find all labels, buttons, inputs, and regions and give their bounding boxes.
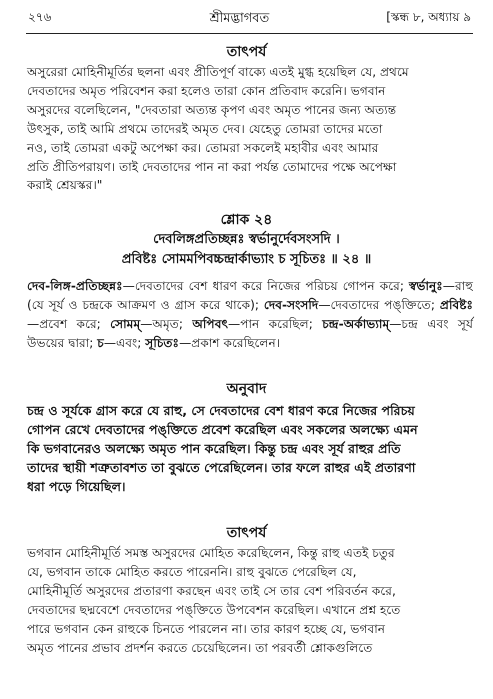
translation-paragraph — [27, 401, 473, 496]
purport2-line: ভগবান মোহিনীমূর্তি সমস্ত অসুরদের মোহিত করেছিলেন, কিন্তু রাহু এতই চতুর — [27, 546, 395, 560]
page-number: ২৭৬ — [28, 10, 52, 24]
verse-line-2: প্রবিষ্টঃ সোমমপিবচ্চন্দ্রার্কাভ্যাং চ সূচিতঃ ॥ ২৪ ॥ — [121, 252, 372, 267]
purport1-line: অসুরেরা মোহিনীমূর্তির ছলনা এবং প্রীতিপূর্ণ বাক্যে এতই মুগ্ধ হয়েছিল যে, প্রথমে — [27, 65, 409, 79]
purport1-line: অসুরদের বলেছিলেন, "দেবতারা অত্যন্ত কৃপণ এবং অমৃত পানের জন্য অত্যন্ত — [27, 102, 397, 117]
synonym-term: সোমম্ — [110, 316, 141, 331]
purport2-line: অমৃত পানের প্রভাব প্রদর্শন করতে চেয়েছিলেন। তা পরবর্তী শ্লোকগুলিতে — [27, 640, 373, 655]
translation-line: তাদের স্থায়ী শত্রুতাবশত তা বুঝতে পেরেছিলেন। তার ফলে রাহুর এই প্রতারণা — [27, 460, 416, 475]
synonym-term: দেব-সংসদি — [263, 297, 319, 312]
page-header — [28, 8, 471, 30]
synonym-meaning: —দেবতাদের বেশ ধারণ করে নিজের পরিচয় গোপন করে; — [122, 279, 404, 293]
translation-heading: অনুবাদ — [226, 381, 267, 397]
verse-text — [0, 230, 493, 270]
translation-line: ধরা পড়ে গিয়েছিল। — [27, 479, 126, 494]
purport1-line: করাই শ্রেয়স্কর।" — [27, 178, 103, 193]
purport-paragraph-1 — [27, 63, 473, 195]
synonym-term: চন্দ্র-অর্কাভ্যাম্ — [322, 316, 390, 331]
verse-line-1: দেবলিঙ্গপ্রতিচ্ছন্নঃ স্বর্ভানুর্দেবসংসদি । — [153, 232, 340, 247]
synonym-meaning: —এবং; — [103, 335, 142, 350]
book-title: শ্রীমদ্ভাগবত — [209, 10, 270, 26]
purport1-line: দেবতাদের অমৃত পরিবেশন করা হলেও তারা কোন প্রতিবাদ করেনি। ভগবান — [27, 83, 386, 98]
chapter-reference: [স্কন্ধ ৮, অধ্যায় ৯ — [386, 10, 471, 24]
verse-label: শ্লোক ২৪ — [220, 212, 273, 228]
synonym-term: স্বর্ভানুঃ — [408, 279, 443, 293]
translation-line: কি ভগবানেরও অলক্ষ্যে অমৃত পান করেছিল। কিন্তু চন্দ্র এবং সূর্য রাহুর প্রতি — [27, 441, 401, 456]
header-rule — [26, 33, 473, 34]
synonym-term: সূচিতঃ — [145, 335, 180, 350]
purport-heading-1: তাৎপর্য — [226, 44, 267, 60]
purport1-line: প্রতি প্রীতিপরায়ণ। তাই দেবতাদের পান না করা পর্যন্ত তোমাদের পক্ষে অপেক্ষা — [27, 159, 397, 174]
purport-paragraph-2 — [27, 544, 473, 657]
synonym-meaning: —প্রবেশ করে; — [27, 316, 101, 331]
purport1-line: নও, তাই তোমরা একটু অপেক্ষা কর। তোমরা সকলেই মহাবীর এবং আমার — [27, 140, 379, 155]
purport2-line: যে, ভগবান তাকে মোহিত করতে পারেননি। রাহু বুঝতে পেরেছিল যে, — [27, 564, 357, 579]
synonym-meaning: —চন্দ্র এবং সূর্য উভয়ের দ্বারা; — [27, 316, 473, 350]
translation-line: গোপন রেখে দেবতাদের পঙ্‌ক্তিতে প্রবেশ করেছিল এবং সকলের অলক্ষ্যে এমন — [27, 422, 418, 437]
synonym-meaning: —অমৃত; — [140, 316, 183, 331]
purport-heading-2: তাৎপর্য — [226, 525, 267, 541]
synonym-meaning: —রাহু (যে সূর্য ও চন্দ্রকে আক্রমণ ও গ্রাস করে থাকে); — [27, 279, 473, 312]
synonym-term: চ — [97, 335, 104, 350]
synonym-term: অপিবৎ — [192, 316, 228, 331]
synonym-term: দেব-লিঙ্গ-প্রতিচ্ছন্নঃ — [27, 279, 123, 293]
synonym-meaning: —প্রকাশ করেছিলেন। — [179, 335, 281, 350]
purport2-line: দেবতাদের ছদ্মবেশে দেবতাদের পঙ্‌ক্তিতে উপবেশন করেছিল। এখানে প্রশ্ন হতে — [27, 602, 401, 617]
synonyms-paragraph — [27, 277, 473, 353]
synonym-meaning: —পান করেছিল; — [228, 316, 313, 331]
translation-line: চন্দ্র ও সূর্যকে গ্রাস করে যে রাহু, সে দেবতাদের বেশ ধারণ করে নিজের পরিচয় — [27, 403, 415, 418]
purport2-line: পারে ভগবান কেন রাহুকে চিনতে পারলেন না। তার কারণ হচ্ছে যে, ভগবান — [27, 621, 386, 636]
synonym-term: প্রবিষ্টঃ — [439, 297, 474, 312]
purport2-line: মোহিনীমূর্তি অসুরদের প্রতারণা করছেন এবং তাই সে তার বেশ পরিবর্তন করে, — [27, 583, 396, 598]
synonym-meaning: —দেবতাদের পঙ্‌ক্তিতে; — [318, 297, 435, 312]
purport1-line: উৎসুক, তাই আমি প্রথমে তাদেরই অমৃত দেব। যেহেতু তোমরা তাদের মতো — [27, 121, 383, 136]
